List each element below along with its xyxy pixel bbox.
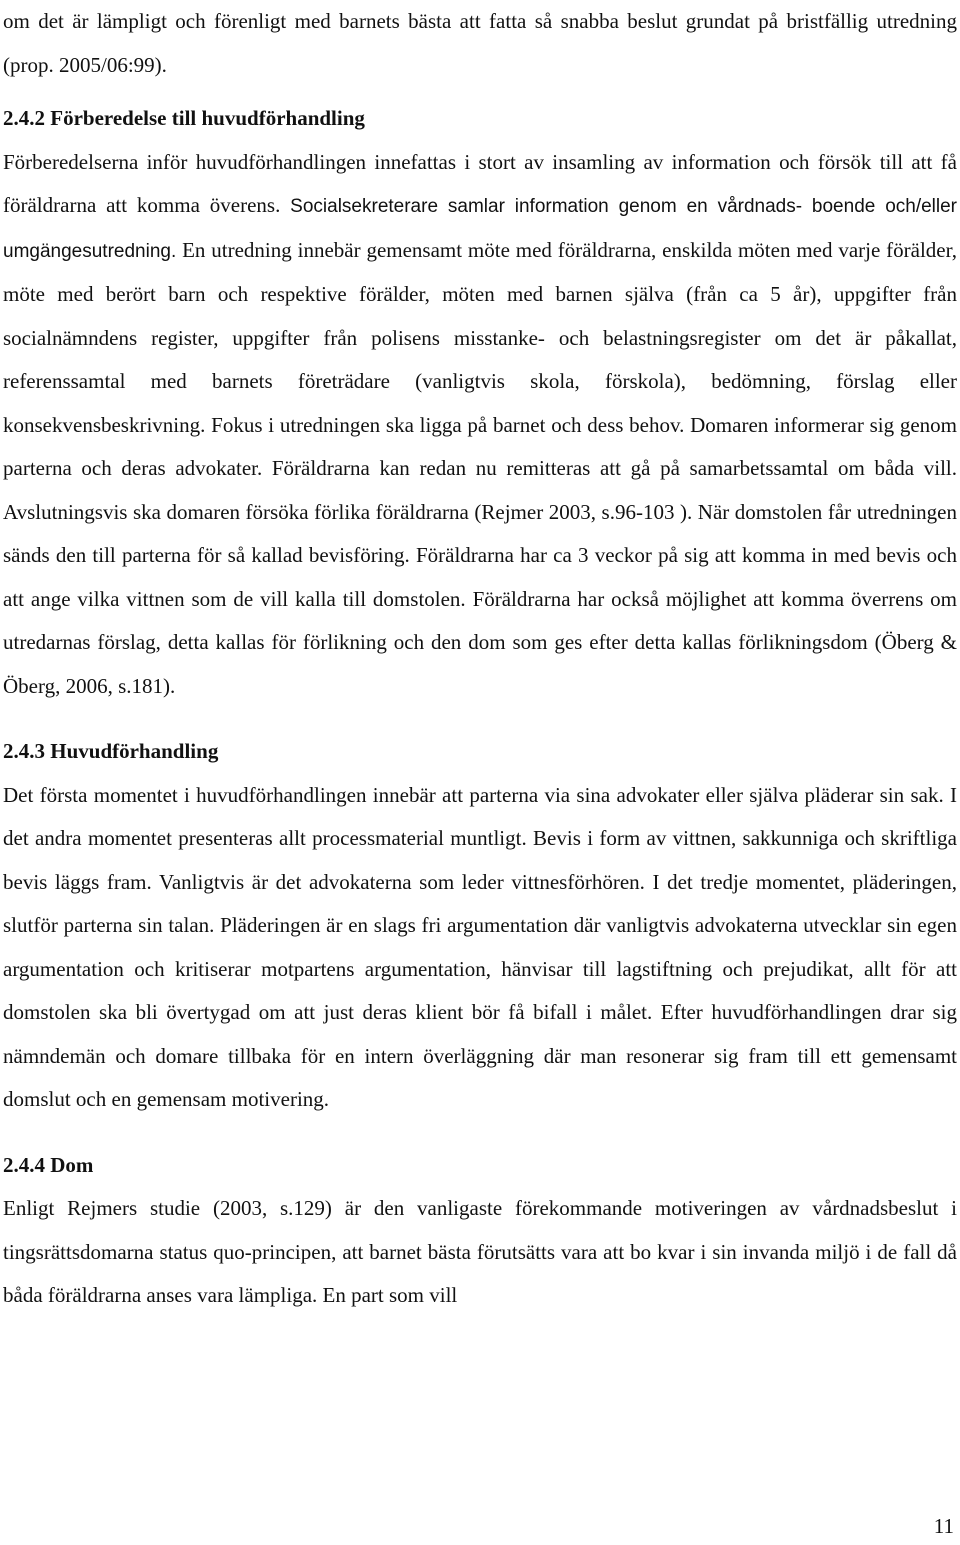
section-heading-2-4-4: 2.4.4 Dom <box>3 1152 94 1177</box>
section-paragraph-2-4-2 <box>3 141 957 709</box>
intro-paragraph <box>3 0 957 87</box>
document-body <box>3 0 957 1318</box>
paragraph-text-part-b: Socialsekreterare samlar information genom en vårdnads- boende och/eller umgängesutredning. <box>3 196 958 262</box>
intro-text: om det är lämpligt och förenligt med barnets bästa att fatta så snabba beslut grundat på bristfällig utredning (prop. 2005/06:99). <box>3 9 957 77</box>
section-heading-2-4-2: 2.4.2 Förberedelse till huvudförhandling <box>3 106 365 130</box>
paragraph-text-part-a: Förberedelserna inför huvudförhandlingen innefattas i stort av insamling av information och försök till att få föräldrarna att komma överens. <box>3 149 957 217</box>
section-paragraph-2-4-3 <box>3 774 957 1122</box>
paragraph-text-part-c: En utredning innebär gemensamt möte med föräldrarna, enskilda möten med varje förälder, möte med berört barn och respektive förälder, möten med barnen själva (från ca 5 år), uppgifter från socialnämndens register, uppgifter från polisens misstanke- och belastningsregister om det är påkallat, referenssamtal med barnets företrädare (vanligtvis skola, förskola), bedömning, förslag eller konsekvensbeskrivning. Fokus i utredningen ska ligga på barnet och dess behov. Domaren informerar sig genom parterna och deras advokater. Föräldrarna kan redan nu remitteras att gå på samarbetssamtal om båda vill. Avslutningsvis ska domaren försöka förlika föräldrarna (Rejmer 2003, s.96-103 ). När domstolen får utredningen sänds den till parterna för så kallad bevisföring. Föräldrarna har ca 3 veckor på sig att komma in med bevis och att ange vilka vittnen som de vill kalla till domstolen. Föräldrarna har också möjlighet att komma överrens om utredarnas förslag, detta kallas för förlikning och den dom som ges efter detta kallas förlikningsdom (Öberg & Öberg, 2006, s.181). <box>3 237 958 698</box>
paragraph-text: Det första momentet i huvudförhandlingen innebär att parterna via sina advokater eller själva pläderar sin sak. I det andra momentet presenteras allt processmaterial muntligt. Bevis i form av vittnen, sakkunniga och skriftliga bevis läggs fram. Vanligtvis är det advokaterna som leder vittnesförhören. I det tredje momentet, pläderingen, slutför parterna sin talan. Pläderingen är en slags fri argumentation där vanligtvis advokaterna utvecklar sin egen argumentation och kritiserar motpartens argumentation, hänvisar till lagstiftning och prejudikat, allt för att domstolen ska bli övertygad om att just deras klient bör få bifall i målet. Efter huvudförhandlingen drar sig nämndemän och domare tillbaka för en intern överläggning där man resonerar sig fram till ett gemensamt domslut och en gemensam motivering. <box>3 782 957 1111</box>
paragraph-text: Enligt Rejmers studie (2003, s.129) är den vanligaste förekommande motiveringen av vårdnadsbeslut i tingsrättsdomarna status quo-principen, att barnet bästa förutsätts vara att bo kvar i sin invanda miljö i de fall då båda föräldrarna anses vara lämpliga. En part som vill <box>3 1196 957 1307</box>
section-paragraph-2-4-4 <box>3 1187 957 1318</box>
section-heading-2-4-3: 2.4.3 Huvudförhandling <box>3 739 219 763</box>
page-number: 11 <box>933 1514 954 1538</box>
